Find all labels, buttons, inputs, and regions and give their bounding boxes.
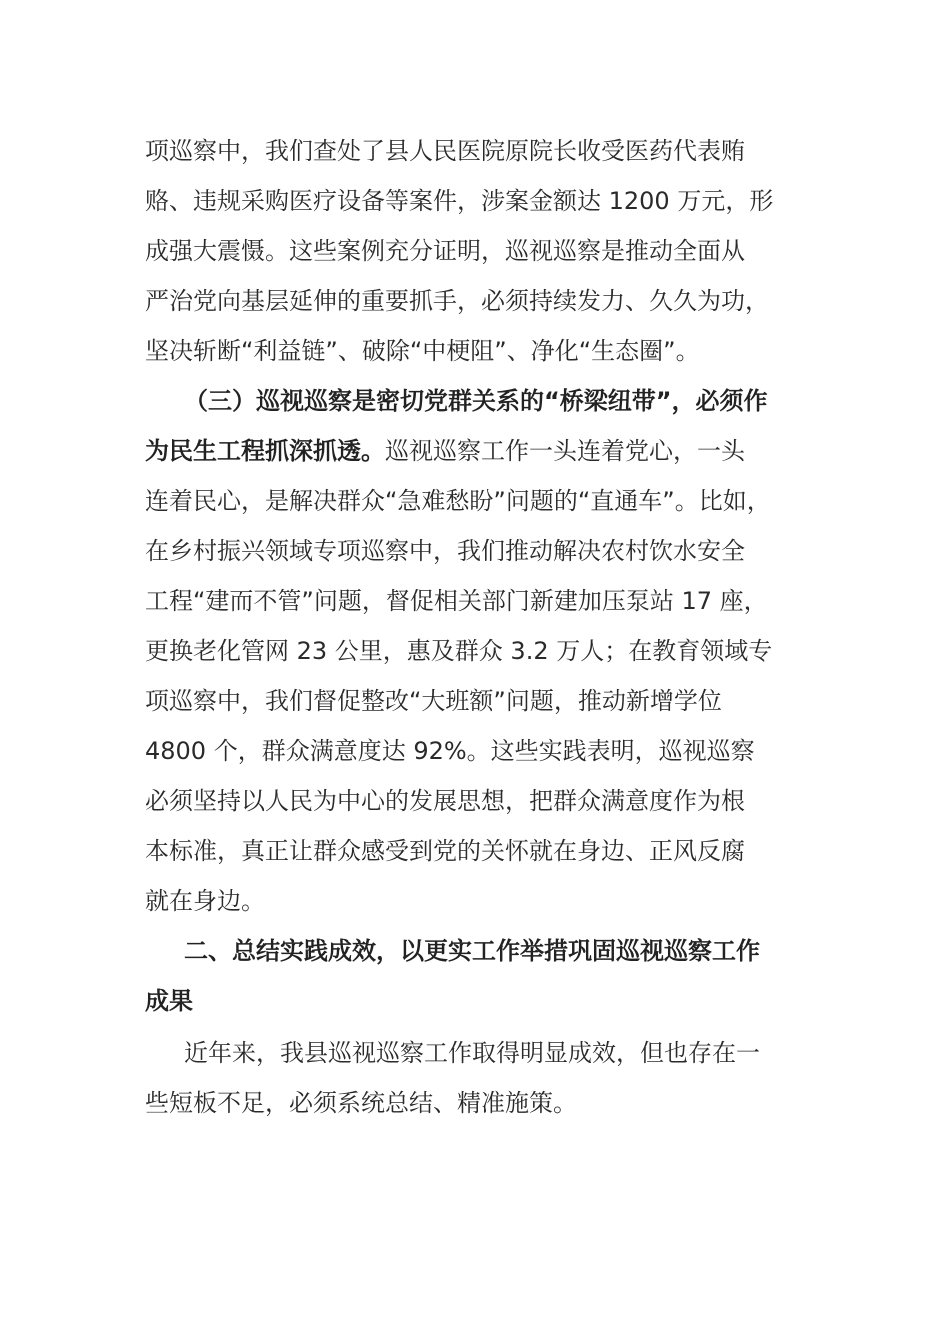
subheading-line	[184, 376, 810, 426]
paragraph-line	[145, 526, 810, 576]
text-run: 项巡察中，我们查处了县人民医院原院长收受医药代表贿	[145, 137, 745, 165]
paragraph-line	[145, 426, 810, 476]
text-run: 更换老化管网 23 公里，惠及群众 3.2 万人；在教育领域专	[145, 637, 773, 665]
text-run: 成强大震慑。这些案例充分证明，巡视巡察是推动全面从	[145, 237, 745, 265]
text-run: 连着民心，是解决群众“急难愁盼”问题的“直通车”。比如，	[145, 487, 771, 515]
paragraph-line	[145, 1078, 810, 1128]
paragraph-line	[145, 176, 810, 226]
text-run: 本标准，真正让群众感受到党的关怀就在身边、正风反腐	[145, 837, 745, 865]
text-run: 赂、违规采购医疗设备等案件，涉案金额达 1200 万元，形	[145, 187, 774, 215]
section-heading-line	[184, 926, 810, 976]
paragraph-line	[145, 776, 810, 826]
text-run: 近年来，我县巡视巡察工作取得明显成效，但也存在一	[184, 1039, 760, 1067]
paragraph-line	[145, 576, 810, 626]
section-heading-text: 二、总结实践成效，以更实工作举措巩固巡视巡察工作	[184, 937, 760, 965]
paragraph-line	[145, 126, 810, 176]
text-run: 必须坚持以人民为中心的发展思想，把群众满意度作为根	[145, 787, 745, 815]
paragraph-line	[145, 276, 810, 326]
text-run: 严治党向基层延伸的重要抓手，必须持续发力、久久为功，	[145, 287, 769, 315]
subheading-text: （三）巡视巡察是密切党群关系的“桥梁纽带”，必须作	[184, 387, 768, 415]
paragraph-line	[184, 1028, 810, 1078]
text-run: 就在身边。	[145, 887, 265, 915]
text-run: 工程“建而不管”问题，督促相关部门新建加压泵站 17 座，	[145, 587, 768, 615]
subheading-text: 为民生工程抓深抓透。	[145, 437, 385, 465]
text-run: 在乡村振兴领域专项巡察中，我们推动解决农村饮水安全	[145, 537, 745, 565]
text-run: 巡视巡察工作一头连着党心，一头	[385, 437, 745, 465]
paragraph-line	[145, 726, 810, 776]
text-run: 4800 个，群众满意度达 92%。这些实践表明，巡视巡察	[145, 737, 755, 765]
paragraph-line	[145, 876, 810, 926]
paragraph-line	[145, 476, 810, 526]
paragraph-line	[145, 826, 810, 876]
paragraph-line	[145, 626, 810, 676]
text-run: 些短板不足，必须系统总结、精准施策。	[145, 1089, 577, 1117]
paragraph-line	[145, 226, 810, 276]
paragraph-line	[145, 326, 810, 376]
text-run: 坚决斩断“利益链”、破除“中梗阻”、净化“生态圈”。	[145, 337, 700, 365]
text-run: 项巡察中，我们督促整改“大班额”问题，推动新增学位	[145, 687, 722, 715]
paragraph-line	[145, 676, 810, 726]
section-heading-text: 成果	[145, 987, 193, 1015]
section-heading-line	[145, 976, 810, 1026]
